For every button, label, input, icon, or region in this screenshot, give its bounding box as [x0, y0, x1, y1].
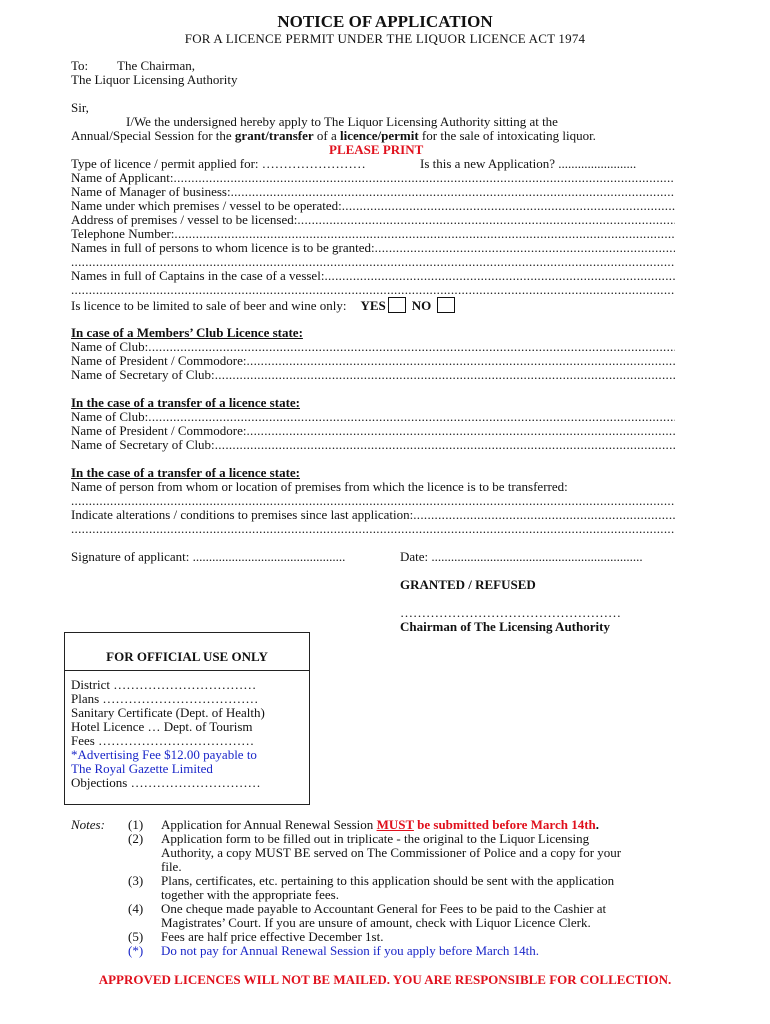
field-transfer-secretary[interactable]: [71, 438, 675, 452]
field-dots: [148, 410, 675, 424]
note-3-number: (3): [128, 873, 144, 888]
yes-checkbox[interactable]: [388, 297, 406, 313]
field-label: Names in full of persons to whom licence is to be granted:: [71, 241, 375, 255]
field-persons-continued[interactable]: [71, 255, 675, 269]
to-label: To:: [71, 58, 89, 73]
field-dots: [231, 185, 675, 199]
field-premises-address[interactable]: [71, 213, 675, 227]
official-plans: Plans ………………………………: [71, 691, 259, 706]
field-label: Name of President / Commodore:: [71, 354, 247, 368]
note-1-deadline: be submitted before March 14th: [413, 817, 596, 832]
note-2-number: (2): [128, 831, 144, 846]
note-4-number: (4): [128, 901, 144, 916]
beer-wine-label: Is licence to be limited to sale of beer and wine only:: [71, 298, 347, 313]
intro-line-1: I/We the undersigned hereby apply to The Liquor Licensing Authority sitting at the: [126, 114, 558, 129]
field-label: Name of Manager of business:: [71, 185, 231, 199]
field-new-application[interactable]: Is this a new Application? ........................: [420, 156, 637, 171]
note-1-text: [161, 818, 599, 832]
field-dots: [297, 213, 675, 227]
field-label: Name of Club:: [71, 340, 149, 354]
note-1-number: (1): [128, 817, 144, 832]
no-checkbox[interactable]: [437, 297, 455, 313]
field-transfer-president[interactable]: [71, 424, 675, 438]
field-alterations-continued[interactable]: [71, 522, 675, 536]
field-label: Indicate alterations / conditions to premises since last application:: [71, 508, 414, 522]
intro-line-2: [71, 129, 596, 143]
note-6-line-1: Do not pay for Annual Renewal Session if you apply before March 14th.: [161, 943, 540, 958]
granted-refused: GRANTED / REFUSED: [400, 577, 536, 592]
to-name: The Chairman,: [117, 58, 195, 73]
field-label: Name of President / Commodore:: [71, 424, 247, 438]
chairman-label: Chairman of The Licensing Authority: [400, 619, 610, 634]
note-6-number: (*): [128, 943, 144, 958]
official-advert-1: *Advertising Fee $12.00 payable to: [71, 747, 257, 762]
official-use-divider: [65, 670, 309, 671]
field-dots: [413, 508, 675, 522]
footer-warning: APPROVED LICENCES WILL NOT BE MAILED. YOU ARE RESPONSIBLE FOR COLLECTION.: [98, 972, 672, 987]
note-text: .: [595, 817, 600, 832]
transfer-heading-2: In the case of a transfer of a licence state:: [71, 465, 300, 480]
no-label: NO: [411, 298, 432, 313]
transfer-heading-1: In the case of a transfer of a licence state:: [71, 395, 300, 410]
note-1-must: MUST: [376, 817, 414, 832]
field-dots: [174, 171, 675, 185]
official-hotel: Hotel Licence … Dept. of Tourism: [71, 719, 253, 734]
note-3-line-2: together with the appropriate fees.: [161, 887, 339, 902]
note-3-line-1: Plans, certificates, etc. pertaining to this application should be sent with the application: [161, 873, 615, 888]
official-fees: Fees ………………………………: [71, 733, 255, 748]
yes-label: YES: [360, 298, 386, 313]
note-2-line-2: Authority, a copy MUST BE served on The Commissioner of Police and a copy for your: [161, 845, 622, 860]
beer-wine-question: [71, 297, 455, 313]
field-applicant[interactable]: [71, 171, 675, 185]
field-dots: [324, 269, 675, 283]
chairman-signature-line[interactable]: ……………………………………………: [400, 605, 621, 620]
field-date[interactable]: Date: .................................................................: [400, 549, 643, 564]
field-dots: [148, 340, 675, 354]
field-label: Name of Secretary of Club:: [71, 368, 215, 382]
note-text: Application for Annual Renewal Session: [161, 817, 377, 832]
field-secretary[interactable]: [71, 368, 675, 382]
note-5-number: (5): [128, 929, 144, 944]
field-dots: [174, 227, 675, 241]
transfer-person-label: Name of person from whom or location of premises from which the licence is to be transferred:: [71, 479, 568, 494]
page-subtitle: FOR A LICENCE PERMIT UNDER THE LIQUOR LICENCE ACT 1974: [184, 31, 586, 46]
field-label: Type of licence / permit applied for:: [71, 156, 262, 171]
field-dots: [246, 354, 675, 368]
field-premises-name[interactable]: [71, 199, 675, 213]
note-2-line-3: file.: [161, 859, 182, 874]
members-club-heading: In case of a Members’ Club Licence state:: [71, 325, 303, 340]
field-label: Address of premises / vessel to be licensed:: [71, 213, 298, 227]
field-captains-continued[interactable]: [71, 283, 675, 297]
notes-label: Notes:: [71, 817, 105, 832]
field-manager[interactable]: [71, 185, 675, 199]
field-dots: [246, 424, 675, 438]
note-4-line-2: Magistrates’ Court. If you are unsure of amount, check with Liquor Licence Clerk.: [161, 915, 591, 930]
official-district: District ……………………………: [71, 677, 257, 692]
official-advert-2: The Royal Gazette Limited: [71, 761, 213, 776]
field-dots: [215, 368, 675, 382]
field-transfer-club-name[interactable]: [71, 410, 675, 424]
field-dots: [375, 241, 675, 255]
field-dots: ……………………: [261, 156, 366, 171]
official-use-box: [64, 632, 310, 805]
salutation: Sir,: [71, 100, 89, 115]
field-label: Telephone Number:: [71, 227, 175, 241]
field-persons[interactable]: [71, 241, 675, 255]
field-dots: [215, 438, 675, 452]
please-print: PLEASE PRINT: [329, 142, 424, 157]
field-club-name[interactable]: [71, 340, 675, 354]
official-objections: Objections …………………………: [71, 775, 261, 790]
intro-licence-permit: licence/permit: [339, 128, 419, 143]
page-title: NOTICE OF APPLICATION: [277, 12, 493, 31]
field-signature[interactable]: Signature of applicant: ...............................................: [71, 549, 346, 564]
official-use-header: FOR OFFICIAL USE ONLY: [106, 649, 268, 664]
intro-text: Annual/Special Session for the: [71, 128, 235, 143]
field-label: Name under which premises / vessel to be operated:: [71, 199, 342, 213]
field-label: Names in full of Captains in the case of a vessel:: [71, 269, 325, 283]
field-alterations[interactable]: [71, 508, 675, 522]
field-label: Name of Applicant:: [71, 171, 174, 185]
note-2-line-1: Application form to be filled out in triplicate - the original to the Liquor Licensing: [161, 831, 590, 846]
intro-grant-transfer: grant/transfer: [234, 128, 314, 143]
intro-text: for the sale of intoxicating liquor.: [418, 128, 596, 143]
field-dots: [342, 199, 675, 213]
field-captains[interactable]: [71, 269, 675, 283]
field-licence-type[interactable]: [71, 157, 366, 171]
field-label: Name of Club:: [71, 410, 149, 424]
field-label: Name of Secretary of Club:: [71, 438, 215, 452]
note-4-line-1: One cheque made payable to Accountant General for Fees to be paid to the Cashier at: [161, 901, 607, 916]
note-5-line-1: Fees are half price effective December 1st.: [161, 929, 384, 944]
field-president[interactable]: [71, 354, 675, 368]
field-transfer-person[interactable]: [71, 494, 675, 508]
intro-text: of a: [313, 128, 340, 143]
official-sanitary: Sanitary Certificate (Dept. of Health): [71, 705, 265, 720]
field-telephone[interactable]: [71, 227, 675, 241]
authority-name: The Liquor Licensing Authority: [71, 72, 238, 87]
